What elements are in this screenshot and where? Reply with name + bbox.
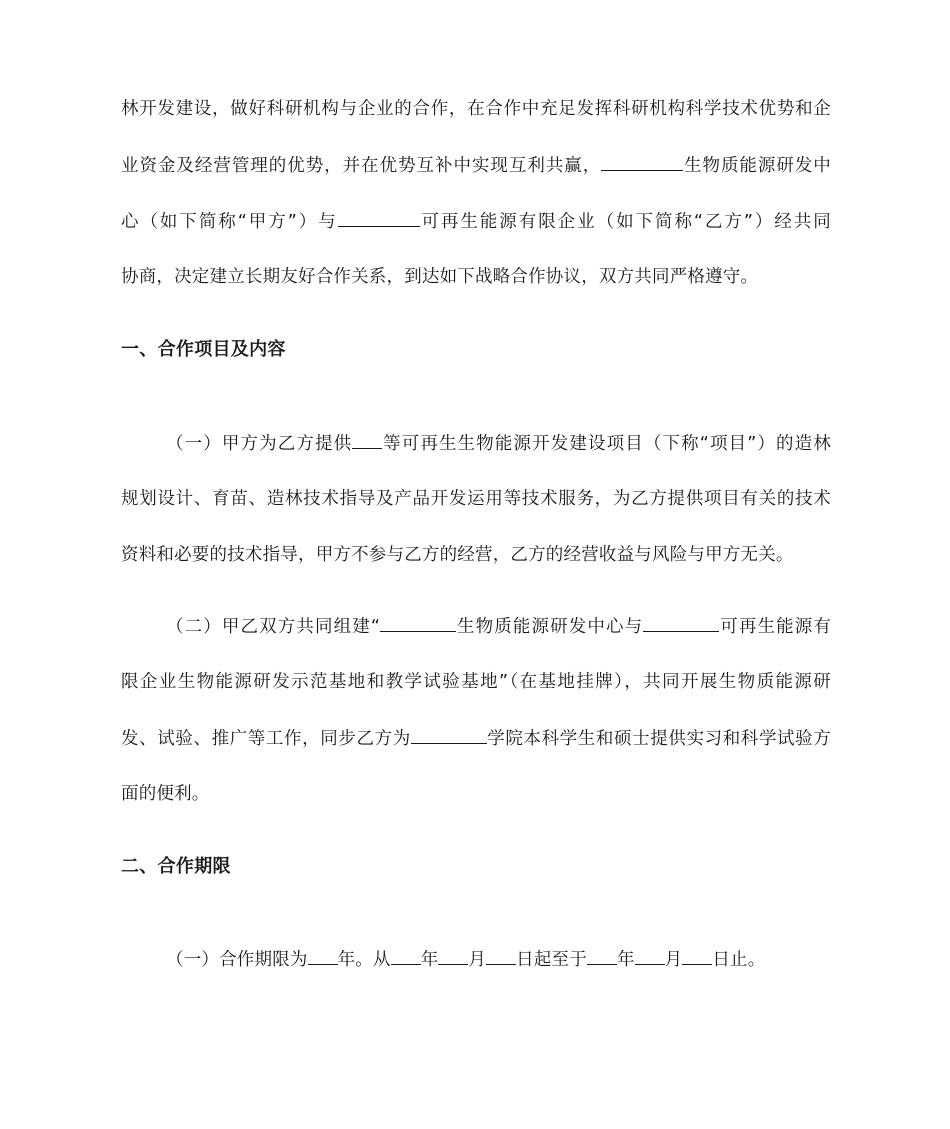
blank-field[interactable]: [601, 153, 683, 171]
text: 等可再生生物能源开发建设项目（下称“项目”）的造林: [382, 434, 831, 454]
text: 面的便利。: [121, 784, 210, 804]
section-heading-1: 一、合作项目及内容: [121, 339, 286, 360]
s1-item1-line-1: [166, 431, 831, 456]
text: 生物质能源研发中心与: [456, 617, 644, 637]
blank-field[interactable]: [338, 209, 420, 227]
s1-item1-line-2: [121, 487, 831, 511]
blank-field[interactable]: [438, 947, 468, 965]
text: 学院本科学生和硕士提供实习和科学试验方: [486, 729, 831, 749]
blank-field[interactable]: [643, 614, 719, 632]
text: 心（如下简称“甲方”）与: [121, 212, 338, 232]
text: 协商，决定建立长期友好合作关系，到达如下战略合作协议，双方共同严格遵守。: [121, 267, 759, 287]
text: 年: [420, 950, 439, 970]
blank-field[interactable]: [380, 614, 456, 632]
blank-field[interactable]: [352, 431, 382, 449]
intro-line-3: [121, 209, 831, 234]
text: 业资金及经营管理的优势，并在优势互补中实现互利共赢，: [121, 156, 602, 176]
intro-line-2: [121, 153, 831, 178]
text: 日起至于: [516, 950, 587, 970]
blank-field[interactable]: [486, 947, 516, 965]
text: （二）甲乙双方共同组建“: [166, 617, 381, 637]
text: 林开发建设，做好科研机构与企业的合作，在合作中充足发挥科研机构科学技术优势和企: [121, 99, 831, 119]
text: （一）甲方为乙方提供: [166, 434, 353, 454]
s1-item2-line-2: [121, 670, 831, 694]
text: 限企业生物能源研发示范基地和教学试验基地”（在基地挂牌），共同开展生物质能源研: [121, 672, 831, 692]
blank-field[interactable]: [391, 947, 421, 965]
text: 可再生能源有限企业（如下简称“乙方”）经共同: [419, 212, 831, 232]
intro-line-4: [121, 265, 831, 289]
blank-field[interactable]: [308, 947, 338, 965]
text: 月: [468, 950, 487, 970]
s2-item1-line-1: [166, 947, 831, 972]
text: 资料和必要的技术指导，甲方不参与乙方的经营，乙方的经营收益与风险与甲方无关。: [121, 545, 794, 565]
section-heading-2: 二、合作期限: [121, 856, 231, 877]
blank-field[interactable]: [682, 947, 712, 965]
blank-field[interactable]: [635, 947, 665, 965]
text: 年: [616, 950, 635, 970]
s1-item2-line-1: [166, 614, 831, 639]
blank-field[interactable]: [587, 947, 617, 965]
blank-field[interactable]: [411, 726, 487, 744]
text: 发、试验、推广等工作，同步乙方为: [121, 729, 411, 749]
text: （一）合作期限为: [166, 950, 308, 970]
text: 生物质能源研发中: [683, 156, 831, 176]
text: 年。从: [337, 950, 391, 970]
s1-item2-line-4: [121, 782, 831, 806]
text: 规划设计、育苗、造林技术指导及产品开发运用等技术服务，为乙方提供项目有关的技术: [121, 489, 831, 509]
intro-line-1: [121, 97, 831, 121]
text: 日止。: [712, 950, 766, 970]
s1-item2-line-3: [121, 726, 831, 751]
text: 可再生能源有: [719, 617, 832, 637]
text: 月: [664, 950, 683, 970]
s1-item1-line-3: [121, 543, 831, 567]
